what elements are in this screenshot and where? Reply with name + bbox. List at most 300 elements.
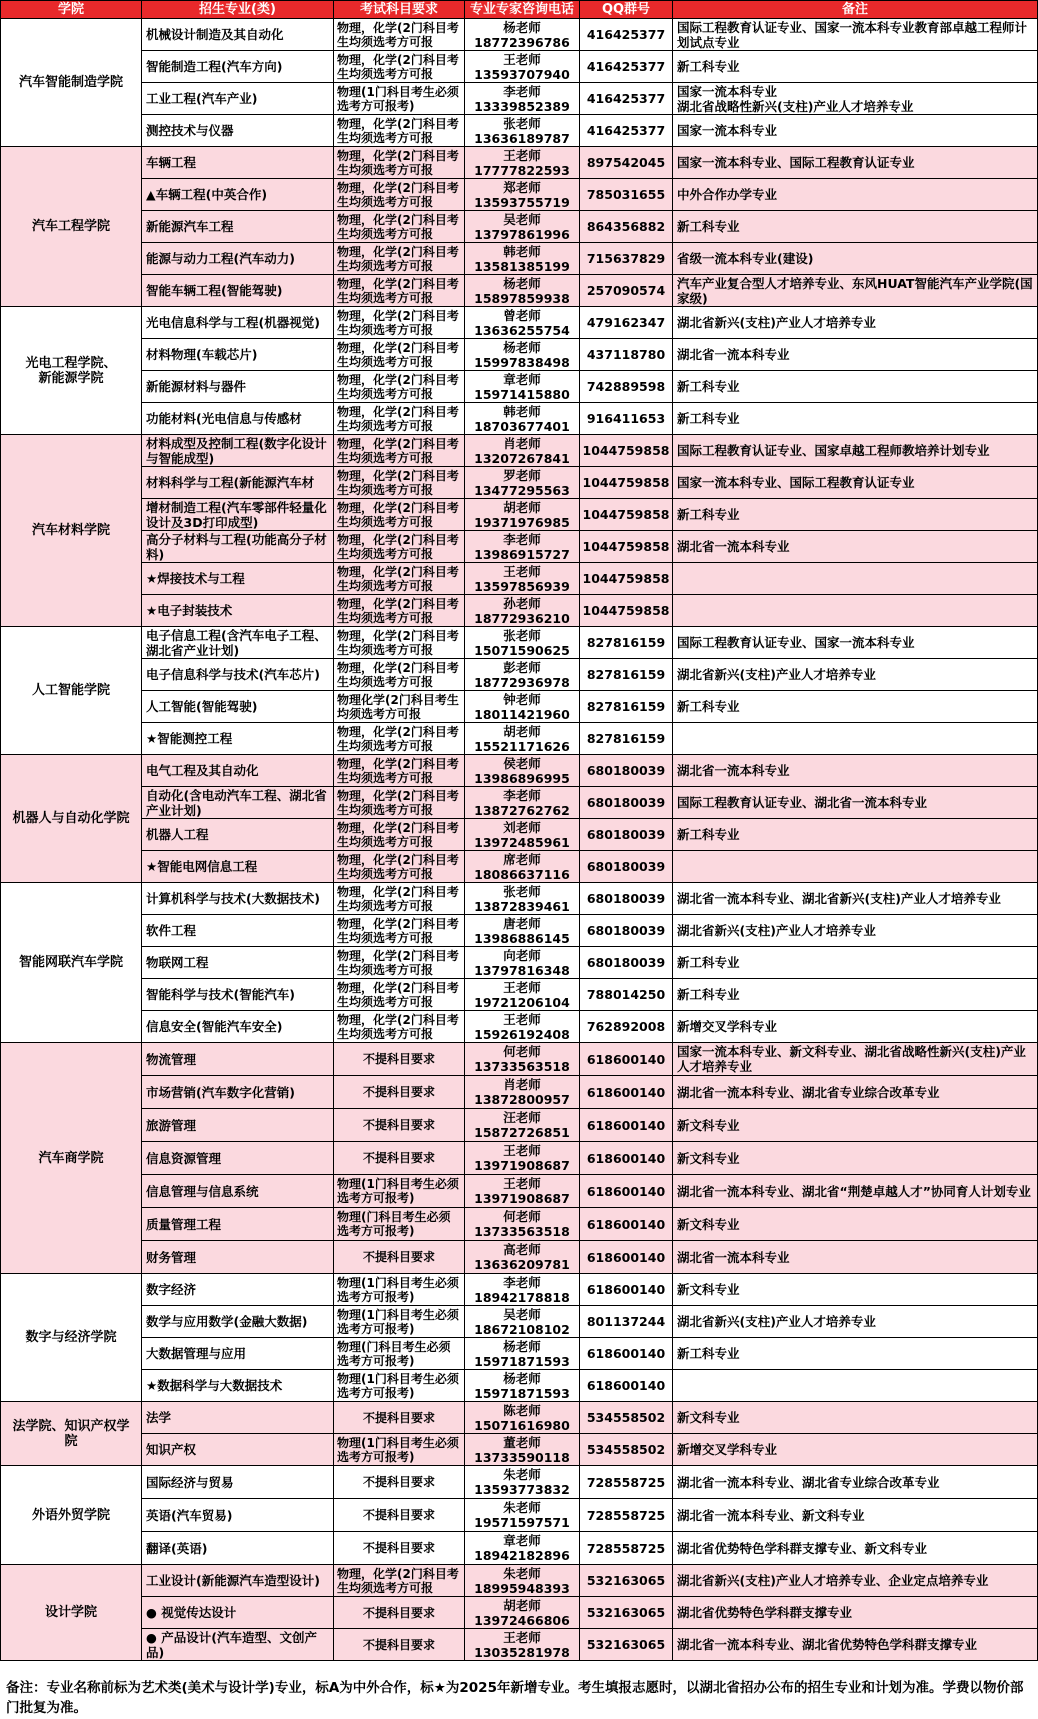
qq-cell: 680180039 (580, 883, 673, 915)
qq-cell: 827816159 (580, 659, 673, 691)
table-row (1, 627, 1038, 659)
header-major: 招生专业(类) (142, 1, 334, 19)
requirement-cell: 物理，化学(2门科目考生均须选考方可报 (334, 819, 465, 851)
contact-phone: 13581385199 (474, 258, 570, 274)
requirement-cell: 不提科目要求 (334, 1466, 465, 1499)
major-cell: 机器人工程 (142, 819, 334, 851)
contact-name: 杨老师 (503, 19, 541, 35)
note-cell (673, 851, 1038, 883)
note-cell: 湖北省一流本科专业、湖北省新兴(支柱)产业人才培养专业 (673, 883, 1038, 915)
qq-cell: 728558725 (580, 1532, 673, 1565)
major-cell: 新能源汽车工程 (142, 211, 334, 243)
contact-cell (465, 979, 580, 1011)
contact-name: 孙老师 (503, 595, 541, 611)
contact-name: 章老师 (503, 371, 541, 387)
table-row (1, 1370, 1038, 1402)
contact-cell (465, 275, 580, 307)
contact-cell (465, 1629, 580, 1661)
requirement-cell: 物理，化学(2门科目考生均须选考方可报 (334, 147, 465, 179)
note-cell: 湖北省新兴(支柱)产业人才培养专业 (673, 307, 1038, 339)
contact-name: 汪老师 (503, 1110, 541, 1125)
contact-cell (465, 1466, 580, 1499)
qq-cell: 618600140 (580, 1208, 673, 1241)
note-cell: 新文科专业 (673, 1142, 1038, 1175)
major-cell: 财务管理 (142, 1241, 334, 1274)
contact-name: 张老师 (503, 627, 541, 643)
contact-name: 王老师 (503, 147, 541, 163)
note-cell: 湖北省一流本科专业 (673, 1241, 1038, 1274)
contact-cell (465, 1142, 580, 1175)
note-cell: 湖北省新兴(支柱)产业人才培养专业 (673, 1306, 1038, 1338)
major-cell: 市场营销(汽车数字化营销) (142, 1076, 334, 1109)
note-cell: 新增交叉学科专业 (673, 1011, 1038, 1043)
table-row (1, 1532, 1038, 1565)
note-cell: 国际工程教育认证专业、国家卓越工程师教培养计划专业 (673, 435, 1038, 467)
table-row (1, 1306, 1038, 1338)
note-cell: 湖北省优势特色学科群支撑专业、新文科专业 (673, 1532, 1038, 1565)
table-body (1, 19, 1038, 1661)
contact-name: 李老师 (503, 1274, 541, 1290)
contact-name: 胡老师 (503, 1597, 541, 1613)
contact-name: 张老师 (503, 115, 541, 131)
contact-name: 曾老师 (503, 307, 541, 323)
contact-cell (465, 147, 580, 179)
note-cell: 中外合作办学专业 (673, 179, 1038, 211)
contact-name: 王老师 (503, 1176, 541, 1191)
contact-cell (465, 19, 580, 51)
requirement-cell: 不提科目要求 (334, 1597, 465, 1629)
major-cell: 计算机科学与技术(大数据技术) (142, 883, 334, 915)
requirement-cell: 物理化学(2门科目考生均须选考方可报 (334, 691, 465, 723)
table-row (1, 1011, 1038, 1043)
table-row (1, 883, 1038, 915)
requirement-cell: 不提科目要求 (334, 1629, 465, 1661)
header-qq: QQ群号 (580, 1, 673, 19)
college-cell: 机器人与自动化学院 (1, 755, 142, 883)
contact-name: 杨老师 (503, 339, 541, 355)
contact-name: 陈老师 (503, 1402, 541, 1418)
contact-phone: 15521171626 (474, 738, 570, 754)
contact-phone: 18772936210 (474, 610, 570, 626)
major-cell: 高分子材料与工程(功能高分子材料) (142, 531, 334, 563)
contact-name: 吴老师 (503, 1306, 541, 1322)
qq-cell: 680180039 (580, 787, 673, 819)
note-cell: 新工科专业 (673, 211, 1038, 243)
contact-phone: 13971908687 (474, 1158, 570, 1173)
note-cell (673, 723, 1038, 755)
table-row (1, 1499, 1038, 1532)
contact-cell (465, 1241, 580, 1274)
qq-cell: 897542045 (580, 147, 673, 179)
table-row (1, 211, 1038, 243)
table-row (1, 1142, 1038, 1175)
note-cell: 国家一流本科专业、国际工程教育认证专业 (673, 147, 1038, 179)
contact-cell (465, 1175, 580, 1208)
table-row (1, 1597, 1038, 1629)
major-cell: 物联网工程 (142, 947, 334, 979)
qq-cell: 534558502 (580, 1402, 673, 1434)
major-cell: 能源与动力工程(汽车动力) (142, 243, 334, 275)
major-cell: ★焊接技术与工程 (142, 563, 334, 595)
contact-phone: 13733563518 (474, 1224, 570, 1239)
contact-phone: 13597856939 (474, 578, 570, 594)
contact-cell (465, 659, 580, 691)
table-row (1, 115, 1038, 147)
contact-cell (465, 1043, 580, 1076)
note-cell (673, 563, 1038, 595)
contact-name: 何老师 (503, 1044, 541, 1059)
qq-cell: 1044759858 (580, 531, 673, 563)
contact-cell (465, 755, 580, 787)
requirement-cell: 物理，化学(2门科目考生均须选考方可报 (334, 915, 465, 947)
qq-cell: 715637829 (580, 243, 673, 275)
note-cell: 湖北省新兴(支柱)产业人才培养专业 (673, 659, 1038, 691)
contact-name: 张老师 (503, 883, 541, 899)
contact-cell (465, 787, 580, 819)
contact-name: 郑老师 (503, 179, 541, 195)
major-cell: 数学与应用数学(金融大数据) (142, 1306, 334, 1338)
table-row (1, 1241, 1038, 1274)
note-cell: 国际工程教育认证专业、国家一流本科专业教育部卓越工程师计划试点专业 (673, 19, 1038, 51)
contact-phone: 15971871593 (474, 1353, 570, 1369)
footnote: 备注：专业名称前标为艺术类(美术与设计学)专业，标A为中外合作，标★为2025年新增专业。考生填报志愿时，以湖北省招办公布的招生专业和计划为准。学费以物价部门批复为准。 (6, 1680, 1024, 1716)
contact-name: 向老师 (503, 947, 541, 963)
table-row (1, 851, 1038, 883)
requirement-cell: 物理(门科目考生必须选考方可报考) (334, 1338, 465, 1370)
requirement-cell: 物理，化学(2门科目考生均须选考方可报 (334, 51, 465, 83)
major-cell: 光电信息科学与工程(机器视觉) (142, 307, 334, 339)
qq-cell: 532163065 (580, 1597, 673, 1629)
requirement-cell: 不提科目要求 (334, 1109, 465, 1142)
requirement-cell: 物理，化学(2门科目考生均须选考方可报 (334, 851, 465, 883)
qq-cell: 916411653 (580, 403, 673, 435)
contact-name: 王老师 (503, 1011, 541, 1027)
contact-phone: 13636209781 (474, 1257, 570, 1272)
major-cell: 材料科学与工程(新能源汽车材 (142, 467, 334, 499)
contact-phone: 18703677401 (474, 418, 570, 434)
major-cell: 智能制造工程(汽车方向) (142, 51, 334, 83)
table-row (1, 787, 1038, 819)
contact-name: 董老师 (503, 1434, 541, 1450)
major-cell: ● 产品设计(汽车造型、文创产品) (142, 1629, 334, 1661)
major-cell: 信息管理与信息系统 (142, 1175, 334, 1208)
requirement-cell: 物理，化学(2门科目考生均须选考方可报 (334, 467, 465, 499)
contact-name: 王老师 (503, 563, 541, 579)
qq-cell: 532163065 (580, 1629, 673, 1661)
table-row (1, 563, 1038, 595)
contact-phone: 18772396786 (474, 34, 570, 50)
major-cell: 工业工程(汽车产业) (142, 83, 334, 115)
requirement-cell: 不提科目要求 (334, 1043, 465, 1076)
major-cell: ★智能测控工程 (142, 723, 334, 755)
table-row (1, 499, 1038, 531)
note-cell (673, 595, 1038, 627)
requirement-cell: 物理，化学(2门科目考生均须选考方可报 (334, 371, 465, 403)
contact-cell (465, 115, 580, 147)
contact-name: 朱老师 (503, 1467, 541, 1482)
qq-cell: 728558725 (580, 1466, 673, 1499)
major-cell: 国际经济与贸易 (142, 1466, 334, 1499)
major-cell: 数字经济 (142, 1274, 334, 1306)
contact-phone: 13207267841 (474, 450, 570, 466)
table-row (1, 723, 1038, 755)
qq-cell: 618600140 (580, 1241, 673, 1274)
requirement-cell: 物理，化学(2门科目考生均须选考方可报 (334, 435, 465, 467)
contact-cell (465, 1338, 580, 1370)
qq-cell: 416425377 (580, 19, 673, 51)
requirement-cell: 物理(1门科目考生必须选考方可报考) (334, 1175, 465, 1208)
note-cell: 湖北省一流本科专业、湖北省“荆楚卓越人才”协同育人计划专业 (673, 1175, 1038, 1208)
contact-cell (465, 1434, 580, 1466)
note-cell: 新工科专业 (673, 947, 1038, 979)
note-cell: 新文科专业 (673, 1208, 1038, 1241)
qq-cell: 742889598 (580, 371, 673, 403)
requirement-cell: 物理(1门科目考生必须选考方可报考) (334, 1274, 465, 1306)
requirement-cell: 不提科目要求 (334, 1241, 465, 1274)
contact-name: 肖老师 (503, 435, 541, 451)
table-row (1, 595, 1038, 627)
qq-cell: 762892008 (580, 1011, 673, 1043)
college-cell: 法学院、知识产权学 院 (1, 1402, 142, 1466)
table-row (1, 691, 1038, 723)
note-cell: 国家一流本科专业 湖北省战略性新兴(支柱)产业人才培养专业 (673, 83, 1038, 115)
table-row (1, 147, 1038, 179)
contact-phone: 19371976985 (474, 514, 570, 530)
college-cell: 汽车材料学院 (1, 435, 142, 627)
contact-cell (465, 1370, 580, 1402)
qq-cell: 416425377 (580, 83, 673, 115)
contact-name: 胡老师 (503, 499, 541, 515)
contact-cell (465, 435, 580, 467)
contact-cell (465, 1532, 580, 1565)
contact-cell (465, 1011, 580, 1043)
major-cell: 法学 (142, 1402, 334, 1434)
table-row (1, 1109, 1038, 1142)
requirement-cell: 物理，化学(2门科目考生均须选考方可报 (334, 787, 465, 819)
table-row (1, 1434, 1038, 1466)
major-cell: 功能材料(光电信息与传感材 (142, 403, 334, 435)
contact-phone: 18942182896 (474, 1548, 570, 1563)
contact-cell (465, 1402, 580, 1434)
table-row (1, 339, 1038, 371)
table-row (1, 307, 1038, 339)
major-cell: 旅游管理 (142, 1109, 334, 1142)
qq-cell: 801137244 (580, 1306, 673, 1338)
table-row (1, 819, 1038, 851)
note-cell: 国际工程教育认证专业、湖北省一流本科专业 (673, 787, 1038, 819)
requirement-cell: 物理(1门科目考生必须选考方可报考) (334, 1434, 465, 1466)
note-cell: 湖北省一流本科专业 (673, 339, 1038, 371)
qq-cell: 618600140 (580, 1274, 673, 1306)
table-row (1, 243, 1038, 275)
requirement-cell: 不提科目要求 (334, 1532, 465, 1565)
table-row (1, 755, 1038, 787)
requirement-cell: 物理，化学(2门科目考生均须选考方可报 (334, 947, 465, 979)
table-row (1, 19, 1038, 51)
college-cell: 数字与经济学院 (1, 1274, 142, 1402)
contact-phone: 13872800957 (474, 1092, 570, 1107)
contact-phone: 18995948393 (474, 1580, 570, 1596)
header-note: 备注 (673, 1, 1038, 19)
contact-phone: 13477295563 (474, 482, 570, 498)
major-cell: ★智能电网信息工程 (142, 851, 334, 883)
note-cell: 新工科专业 (673, 371, 1038, 403)
contact-name: 杨老师 (503, 275, 541, 291)
contact-name: 韩老师 (503, 403, 541, 419)
qq-cell: 534558502 (580, 1434, 673, 1466)
requirement-cell: 物理，化学(2门科目考生均须选考方可报 (334, 243, 465, 275)
requirement-cell: 物理(1门科目考生必须选考方可报考) (334, 1306, 465, 1338)
contact-cell (465, 1109, 580, 1142)
requirement-cell: 物理，化学(2门科目考生均须选考方可报 (334, 979, 465, 1011)
contact-phone: 18942178818 (474, 1289, 570, 1305)
requirement-cell: 物理，化学(2门科目考生均须选考方可报 (334, 659, 465, 691)
major-cell: ★数据科学与大数据技术 (142, 1370, 334, 1402)
contact-name: 胡老师 (503, 723, 541, 739)
note-cell: 国际工程教育认证专业、国家一流本科专业 (673, 627, 1038, 659)
contact-cell (465, 883, 580, 915)
requirement-cell: 物理，化学(2门科目考生均须选考方可报 (334, 1011, 465, 1043)
major-cell: 机械设计制造及其自动化 (142, 19, 334, 51)
contact-phone: 13986886145 (474, 930, 570, 946)
contact-phone: 18672108102 (474, 1321, 570, 1337)
contact-cell (465, 499, 580, 531)
major-cell: 增材制造工程(汽车零部件轻量化设计及3D打印成型) (142, 499, 334, 531)
requirement-cell: 物理，化学(2门科目考生均须选考方可报 (334, 179, 465, 211)
contact-name: 李老师 (503, 531, 541, 547)
qq-cell: 680180039 (580, 947, 673, 979)
qq-cell: 416425377 (580, 115, 673, 147)
major-cell: 翻译(英语) (142, 1532, 334, 1565)
table-row (1, 1338, 1038, 1370)
qq-cell: 1044759858 (580, 435, 673, 467)
qq-cell: 532163065 (580, 1565, 673, 1597)
requirement-cell: 不提科目要求 (334, 1142, 465, 1175)
college-cell: 外语外贸学院 (1, 1466, 142, 1565)
contact-name: 杨老师 (503, 1370, 541, 1386)
requirement-cell: 物理(1门科目考生必须选考方可报考) (334, 83, 465, 115)
contact-phone: 18011421960 (474, 706, 570, 722)
note-cell: 新工科专业 (673, 819, 1038, 851)
qq-cell: 680180039 (580, 915, 673, 947)
table-row (1, 979, 1038, 1011)
college-cell: 光电工程学院、 新能源学院 (1, 307, 142, 435)
contact-name: 何老师 (503, 1209, 541, 1224)
contact-name: 王老师 (503, 979, 541, 995)
qq-cell: 728558725 (580, 1499, 673, 1532)
note-cell: 新增交叉学科专业 (673, 1434, 1038, 1466)
qq-cell: 618600140 (580, 1076, 673, 1109)
contact-cell (465, 851, 580, 883)
major-cell: 电子信息科学与技术(汽车芯片) (142, 659, 334, 691)
major-cell: 信息安全(智能汽车安全) (142, 1011, 334, 1043)
qq-cell: 618600140 (580, 1175, 673, 1208)
contact-cell (465, 179, 580, 211)
college-cell: 设计学院 (1, 1565, 142, 1661)
contact-phone: 13733590118 (474, 1449, 570, 1465)
table-row (1, 83, 1038, 115)
contact-phone: 13986896995 (474, 770, 570, 786)
contact-phone: 18772936978 (474, 674, 570, 690)
contact-phone: 15897859938 (474, 290, 570, 306)
contact-phone: 13593707940 (474, 66, 570, 82)
major-cell: 新能源材料与器件 (142, 371, 334, 403)
qq-cell: 788014250 (580, 979, 673, 1011)
note-cell: 湖北省一流本科专业、新文科专业 (673, 1499, 1038, 1532)
qq-cell: 864356882 (580, 211, 673, 243)
table-row (1, 179, 1038, 211)
requirement-cell: 不提科目要求 (334, 1402, 465, 1434)
contact-phone: 15071590625 (474, 642, 570, 658)
qq-cell: 618600140 (580, 1338, 673, 1370)
note-cell: 新工科专业 (673, 979, 1038, 1011)
requirement-cell: 物理(1门科目考生必须选考方可报考) (334, 1370, 465, 1402)
contact-cell (465, 595, 580, 627)
qq-cell: 618600140 (580, 1370, 673, 1402)
contact-phone: 13972485961 (474, 834, 570, 850)
major-cell: 自动化(含电动汽车工程、湖北省产业计划) (142, 787, 334, 819)
qq-cell: 257090574 (580, 275, 673, 307)
requirement-cell: 物理，化学(2门科目考生均须选考方可报 (334, 595, 465, 627)
contact-phone: 13872839461 (474, 898, 570, 914)
contact-name: 王老师 (503, 51, 541, 67)
contact-cell (465, 915, 580, 947)
contact-cell (465, 243, 580, 275)
note-cell: 湖北省新兴(支柱)产业人才培养专业、企业定点培养专业 (673, 1565, 1038, 1597)
contact-cell (465, 1499, 580, 1532)
qq-cell: 479162347 (580, 307, 673, 339)
table-row (1, 435, 1038, 467)
contact-cell (465, 403, 580, 435)
note-cell (673, 1370, 1038, 1402)
requirement-cell: 不提科目要求 (334, 1499, 465, 1532)
major-cell: 知识产权 (142, 1434, 334, 1466)
table-row (1, 1466, 1038, 1499)
contact-name: 李老师 (503, 83, 541, 99)
contact-name: 韩老师 (503, 243, 541, 259)
contact-phone: 15926192408 (474, 1026, 570, 1042)
major-cell: 大数据管理与应用 (142, 1338, 334, 1370)
contact-phone: 13636189787 (474, 130, 570, 146)
qq-cell: 1044759858 (580, 499, 673, 531)
table-row (1, 1629, 1038, 1661)
contact-cell (465, 371, 580, 403)
contact-phone: 13797861996 (474, 226, 570, 242)
contact-cell (465, 531, 580, 563)
note-cell: 省级一流本科专业(建设) (673, 243, 1038, 275)
header-contact: 专业专家咨询电话 (465, 1, 580, 19)
contact-cell (465, 819, 580, 851)
major-cell: 物流管理 (142, 1043, 334, 1076)
note-cell: 国家一流本科专业、新文科专业、湖北省战略性新兴(支柱)产业人才培养专业 (673, 1043, 1038, 1076)
qq-cell: 618600140 (580, 1142, 673, 1175)
note-cell: 新文科专业 (673, 1274, 1038, 1306)
table-row (1, 659, 1038, 691)
major-cell: 电子信息工程(含汽车电子工程、湖北省产业计划) (142, 627, 334, 659)
note-cell: 新文科专业 (673, 1109, 1038, 1142)
note-cell: 湖北省一流本科专业、湖北省优势特色学科群支撑专业 (673, 1629, 1038, 1661)
major-cell: 质量管理工程 (142, 1208, 334, 1241)
note-cell: 新工科专业 (673, 499, 1038, 531)
note-cell: 湖北省一流本科专业、湖北省专业综合改革专业 (673, 1076, 1038, 1109)
qq-cell: 437118780 (580, 339, 673, 371)
contact-name: 朱老师 (503, 1500, 541, 1515)
contact-phone: 18086637116 (474, 866, 570, 882)
contact-phone: 17777822593 (474, 162, 570, 178)
note-cell: 湖北省一流本科专业、湖北省专业综合改革专业 (673, 1466, 1038, 1499)
college-cell: 汽车智能制造学院 (1, 19, 142, 147)
contact-phone: 13593755719 (474, 194, 570, 210)
